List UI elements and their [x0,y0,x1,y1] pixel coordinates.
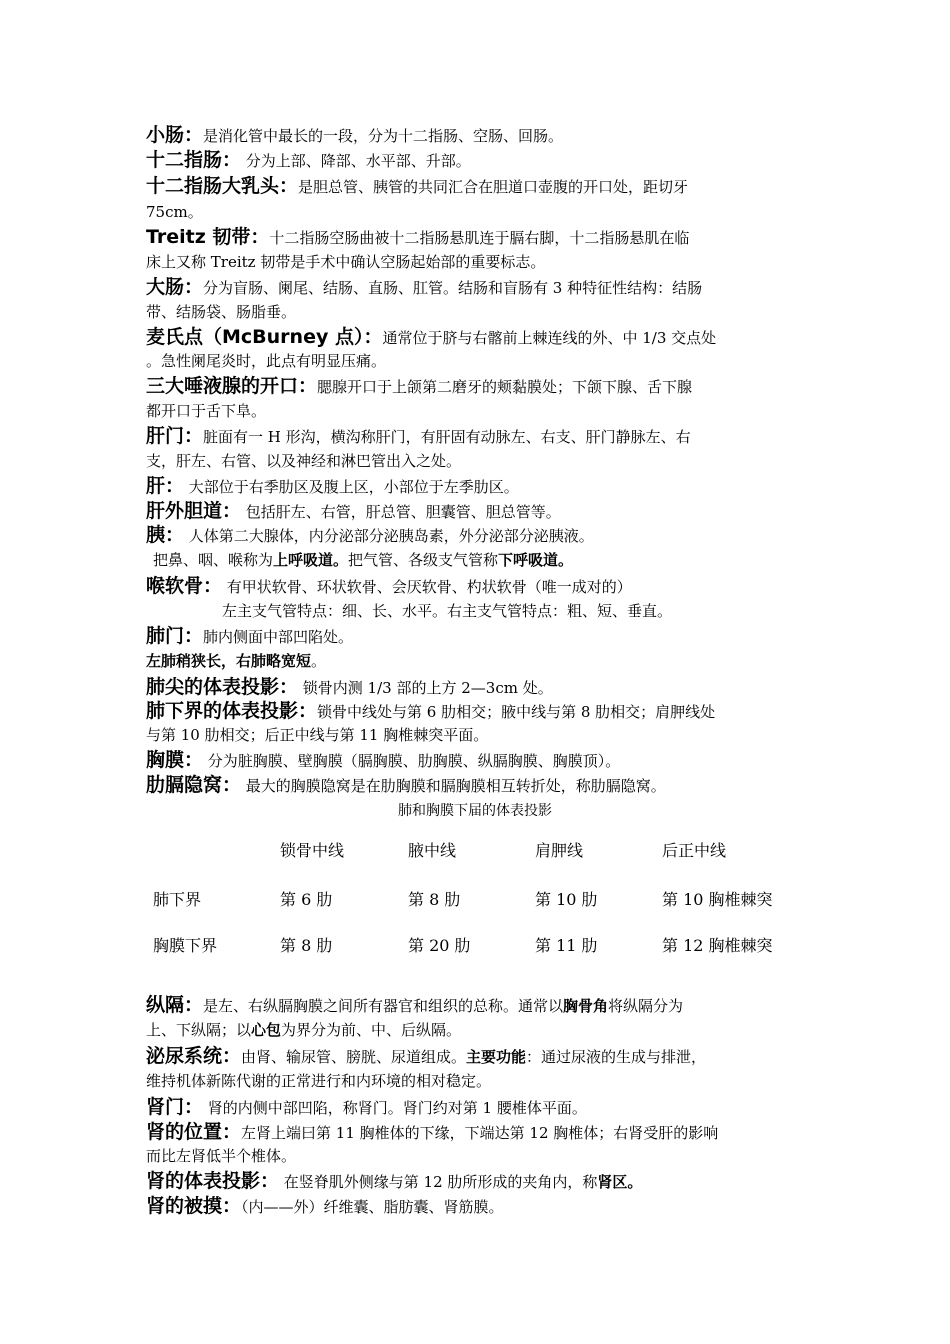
item-duodenal-papilla-cont: 75cm。 [146,203,203,221]
bold-term: 肾区。 [597,1173,643,1191]
text: ：通过尿液的生成与排泄， [526,1048,707,1066]
term: 三大唾液腺的开口： [146,375,318,397]
term: 肝门： [146,425,204,447]
item-treitz-cont: 床上又称 Treitz 韧带是手术中确认空肠起始部的重要标志。 [146,253,546,271]
text: 把气管、各级支气管称 [348,551,499,569]
term: 纵隔： [146,994,204,1016]
term: 肾的体表投影： [146,1170,280,1192]
item-kidney-position [146,1121,718,1144]
bold-term: 主要功能 [466,1048,527,1066]
item-larynx [146,575,632,598]
text: 由肾、输尿管、膀胱、尿道组成。 [241,1048,467,1066]
definition: 是消化管中最长的一段，分为十二指肠、空肠、回肠。 [203,127,564,145]
definition: 包括肝左、右管，肝总管、胆囊管、胆总管等。 [241,503,561,521]
item-liver [146,475,519,498]
item-duodenal-papilla [146,175,688,198]
definition: 分为脏胸膜、壁胸膜（膈胸膜、肋胸膜、纵膈胸膜、胸膜顶）。 [203,752,621,770]
table-cell: 第 8 肋 [280,936,333,955]
term: 十二指肠： [146,149,242,171]
text: 上、下纵隔；以 [146,1021,252,1039]
term: 麦氏点（McBurney 点）： [146,326,383,348]
table-caption: 肺和胸膜下届的体表投影 [398,803,552,819]
table-header: 锁骨中线 [280,841,345,860]
definition: 锁骨内测 1/3 部的上方 2—3cm 处。 [298,679,553,697]
table-header: 后正中线 [662,841,727,860]
table-cell: 第 11 肋 [535,936,598,955]
table-cell: 第 12 胸椎棘突 [662,936,773,955]
item-biliary [146,500,561,523]
item-urinary-cont: 维持机体新陈代谢的正常进行和内环境的相对稳定。 [146,1072,492,1090]
term: 肾的被摸： [146,1195,242,1217]
term: 十二指肠大乳头： [146,175,299,197]
item-pancreas [146,524,594,547]
table-cell: 肺下界 [153,890,202,909]
item-urinary [146,1045,706,1068]
table-cell: 胸膜下界 [153,936,218,955]
item-costodiaphragmatic [146,774,666,797]
text: 在竖脊肌外侧缘与第 12 肋所形成的夹角内，称 [279,1173,598,1191]
table-header: 腋中线 [408,841,457,860]
term: 肝外胆道： [146,500,242,522]
definition: 腮腺开口于上颌第二磨牙的颊黏膜处；下颌下腺、舌下腺 [317,378,693,396]
term: 肺门： [146,625,204,647]
definition: 左肾上端曰第 11 胸椎体的下缘，下端达第 12 胸椎体；右肾受肝的影响 [241,1124,719,1142]
item-renal-capsule [146,1195,504,1218]
term: 肝： [146,475,185,497]
item-mcburney-cont: 。急性阑尾炎时，此点有明显压痛。 [146,352,387,370]
definition: 十二指肠空肠曲被十二指肠悬肌连于膈右脚，十二指肠悬肌在临 [269,229,690,247]
text: 是左、右纵膈胸膜之间所有器官和组织的总称。通常以 [203,997,564,1015]
item-salivary [146,375,692,398]
item-pleura [146,749,620,772]
item-renal-hilum [146,1096,587,1119]
bold-text: 左肺稍狭长，右肺略宽短 [146,652,312,670]
definition: 分为上部、降部、水平部、升部。 [241,152,471,170]
item-small-intestine [146,124,563,147]
item-lower-border [146,700,715,723]
text: 为界分为前、中、后纵隔。 [281,1021,462,1039]
term: 胸膜： [146,749,204,771]
item-salivary-cont: 都开口于舌下阜。 [146,402,267,420]
definition: 通常位于脐与右髂前上棘连线的外、中 1/3 交点处 [382,329,717,347]
item-duodenum [146,149,471,172]
item-lower-border-cont: 与第 10 肋相交；后正中线与第 11 胸椎棘突平面。 [146,726,489,744]
item-lung-shape [146,650,326,672]
item-mcburney [146,326,716,349]
text: 把鼻、咽、喉称为 [153,551,274,569]
item-renal-projection [146,1170,642,1193]
definition: 人体第二大腺体，内分泌部分泌胰岛素，外分泌部分泌胰液。 [184,527,594,545]
term: 肾的位置： [146,1121,242,1143]
definition: 分为盲肠、阑尾、结肠、直肠、肛管。结肠和盲肠有 3 种特征性结构：结肠 [203,279,703,297]
item-hilum [146,625,353,648]
definition: 有甲状软骨、环状软骨、会厌软骨、杓状软骨（唯一成对的） [222,578,632,596]
definition: 脏面有一 H 形沟，横沟称肝门，有肝固有动脉左、右支、肝门静脉左、右 [203,428,691,446]
item-bronchus: 左主支气管特点：细、长、水平。右主支气管特点：粗、短、垂直。 [222,602,673,620]
table-cell: 第 8 肋 [408,890,461,909]
table-cell: 第 10 胸椎棘突 [662,890,773,909]
bold-term: 心包 [251,1021,282,1039]
term: 小肠： [146,124,204,146]
definition: （内——外）纤维囊、脂肪囊、肾筋膜。 [241,1198,504,1216]
definition: 大部位于右季肋区及腹上区，小部位于左季肋区。 [184,478,519,496]
item-large-intestine-cont: 带、结肠袋、肠脂垂。 [146,303,297,321]
text: 将纵隔分为 [608,997,684,1015]
term: 喉软骨： [146,575,223,597]
table-cell: 第 10 肋 [535,890,598,909]
item-treitz [146,226,689,249]
definition: 是胆总管、胰管的共同汇合在胆道口壶腹的开口处，距切牙 [298,178,689,196]
item-large-intestine [146,276,702,299]
definition: 肺内侧面中部凹陷处。 [203,628,354,646]
term: 泌尿系统： [146,1045,242,1067]
definition: 锁骨中线处与第 6 肋相交；腋中线与第 8 肋相交；肩胛线处 [317,703,716,721]
definition: 最大的胸膜隐窝是在肋胸膜和膈胸膜相互转折处，称肋膈隐窝。 [241,777,666,795]
definition: 肾的内侧中部凹陷，称肾门。肾门约对第 1 腰椎体平面。 [203,1099,587,1117]
term: Treitz 韧带： [146,226,270,248]
item-porta-hepatis [146,425,691,448]
term: 大肠： [146,276,204,298]
table-cell: 第 6 肋 [280,890,333,909]
item-porta-hepatis-cont: 支，肝左、右管、以及神经和淋巴管出入之处。 [146,452,462,470]
term: 肋膈隐窝： [146,774,242,796]
text: 。 [311,652,327,670]
item-respiratory-tract [153,549,573,571]
term: 胰： [146,524,185,546]
item-mediastinum [146,994,683,1017]
item-kidney-position-cont: 而比左肾低半个椎体。 [146,1147,297,1165]
item-apex-projection [146,676,553,699]
bold-term: 胸骨角 [563,997,609,1015]
term: 肺下界的体表投影： [146,700,318,722]
table-header: 肩胛线 [535,841,584,860]
bold-term: 上呼吸道。 [273,551,349,569]
table-cell: 第 20 肋 [408,936,471,955]
term: 肺尖的体表投影： [146,676,299,698]
bold-term: 下呼吸道。 [498,551,574,569]
term: 肾门： [146,1096,204,1118]
item-mediastinum-cont [146,1019,461,1041]
